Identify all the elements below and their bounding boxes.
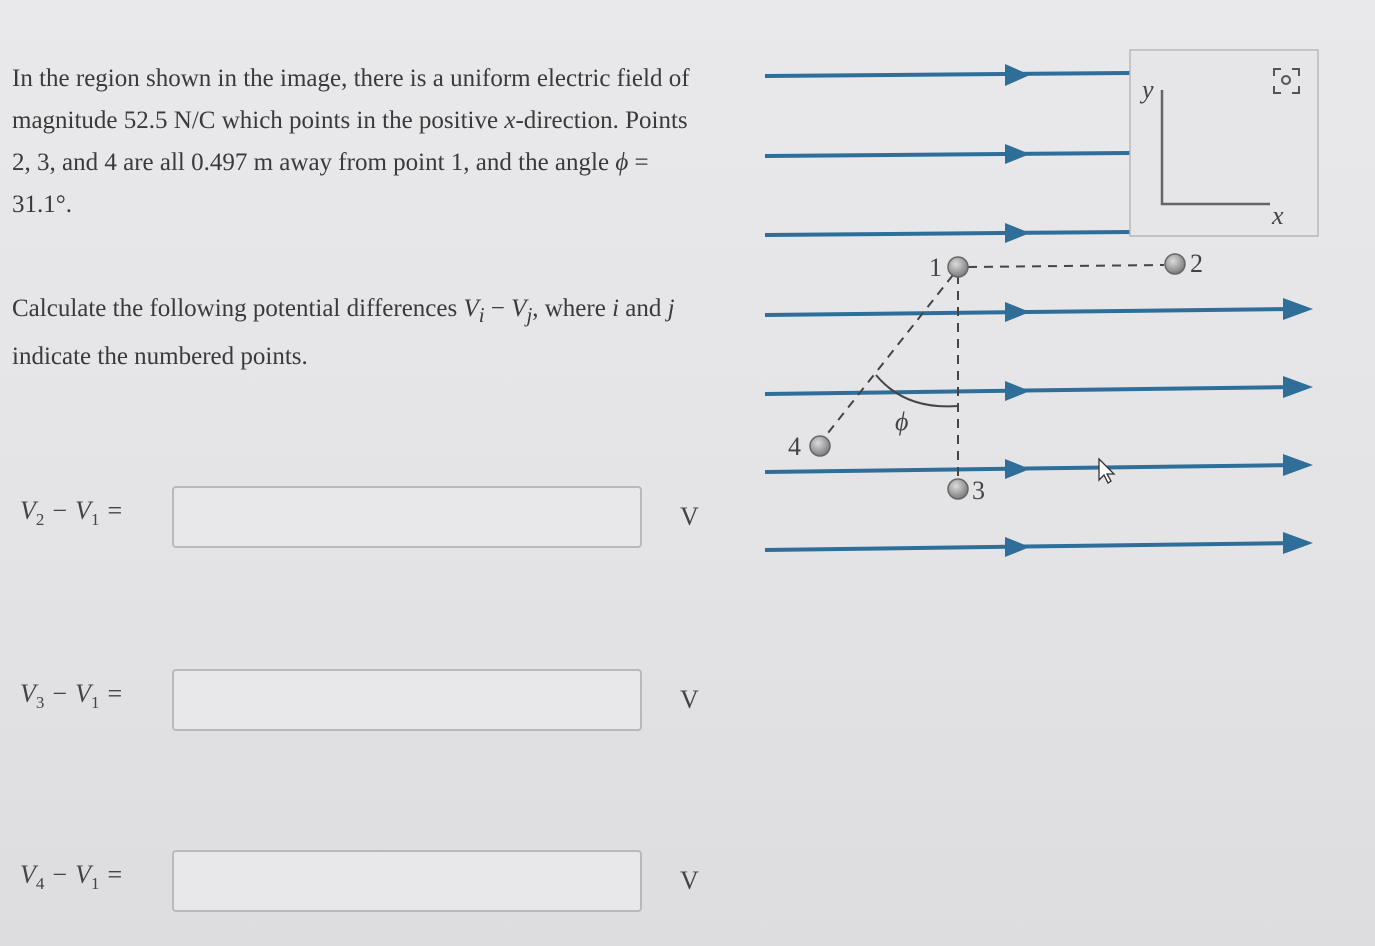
- field-arrowhead: [1005, 459, 1030, 479]
- field-arrowhead: [1283, 532, 1313, 554]
- math-sub-j: j: [526, 303, 533, 327]
- text: Calculate the following potential differences: [12, 295, 464, 322]
- field-line: [765, 153, 1130, 156]
- text: In the region shown in the image, there is a uniform electric field of magnitude 52.5 N/C which points in the positive: [12, 65, 690, 134]
- math-phi: ϕ: [615, 149, 629, 176]
- math-sub: 1: [90, 510, 100, 530]
- equals-sign: =: [107, 860, 123, 889]
- construction-lines: [824, 265, 1164, 478]
- field-line: [765, 387, 1295, 394]
- field-arrowhead: [1283, 298, 1313, 320]
- equals-sign: =: [107, 496, 123, 525]
- field-arrowhead: [1005, 381, 1030, 401]
- math-v: V: [511, 295, 527, 322]
- mouse-cursor-icon: [1099, 459, 1114, 483]
- field-arrowhead: [1005, 302, 1030, 322]
- field-line: [765, 232, 1130, 235]
- text: -direction. Points 2, 3, and 4 are all 0.497 m away from point 1, and the angle: [12, 107, 688, 176]
- point-1-label: 1: [929, 253, 942, 282]
- math-v: V: [75, 679, 91, 708]
- text: indicate the numbered points.: [12, 343, 308, 370]
- field-line: [765, 465, 1295, 472]
- equals-sign: =: [107, 679, 123, 708]
- unit-label: V: [680, 866, 699, 895]
- field-line: [765, 543, 1295, 550]
- field-arrowhead: [1283, 454, 1313, 476]
- math-v: V: [20, 679, 36, 708]
- field-arrowhead: [1005, 144, 1030, 164]
- axis-y-label: y: [1142, 75, 1154, 104]
- math-sub: 1: [90, 874, 100, 894]
- point-3-label: 3: [972, 476, 985, 505]
- field-arrowhead: [1005, 223, 1030, 243]
- text: −: [484, 295, 512, 322]
- math-sub: 1: [90, 693, 100, 713]
- field-arrowhead: [1283, 376, 1313, 398]
- unit-label: V: [680, 502, 699, 531]
- dashed-line-1-2: [968, 265, 1164, 267]
- axes-inset: [1130, 50, 1318, 236]
- axis-x-label: x: [1272, 201, 1284, 230]
- math-sub: 2: [35, 510, 45, 530]
- unit-label: V: [680, 685, 699, 714]
- point-2-label: 2: [1190, 249, 1203, 278]
- point-1: [929, 253, 968, 282]
- point-4-label: 4: [788, 432, 801, 461]
- point-4: [788, 432, 830, 461]
- math-sub: 4: [35, 874, 45, 894]
- math-i: i: [612, 295, 620, 322]
- math-sub-i: i: [478, 303, 485, 327]
- field-arrowhead: [1005, 64, 1030, 86]
- math-v: V: [20, 496, 36, 525]
- phi-label: ϕ: [895, 407, 909, 436]
- minus-sign: −: [52, 860, 68, 889]
- math-v: V: [75, 860, 91, 889]
- dashed-line-1-4: [824, 275, 953, 438]
- math-sub: 3: [35, 693, 45, 713]
- field-arrowhead: [1005, 537, 1030, 557]
- math-j: j: [667, 295, 675, 322]
- text: , where: [532, 295, 613, 322]
- math-x: x: [504, 107, 516, 134]
- text: and: [619, 295, 668, 322]
- field-line: [765, 73, 1130, 76]
- minus-sign: −: [52, 496, 68, 525]
- math-v: V: [463, 295, 479, 322]
- point-3: [948, 476, 985, 505]
- minus-sign: −: [52, 679, 68, 708]
- math-v: V: [20, 860, 36, 889]
- text: = 31.1°.: [12, 149, 649, 218]
- math-v: V: [75, 496, 91, 525]
- point-2: [1165, 249, 1203, 278]
